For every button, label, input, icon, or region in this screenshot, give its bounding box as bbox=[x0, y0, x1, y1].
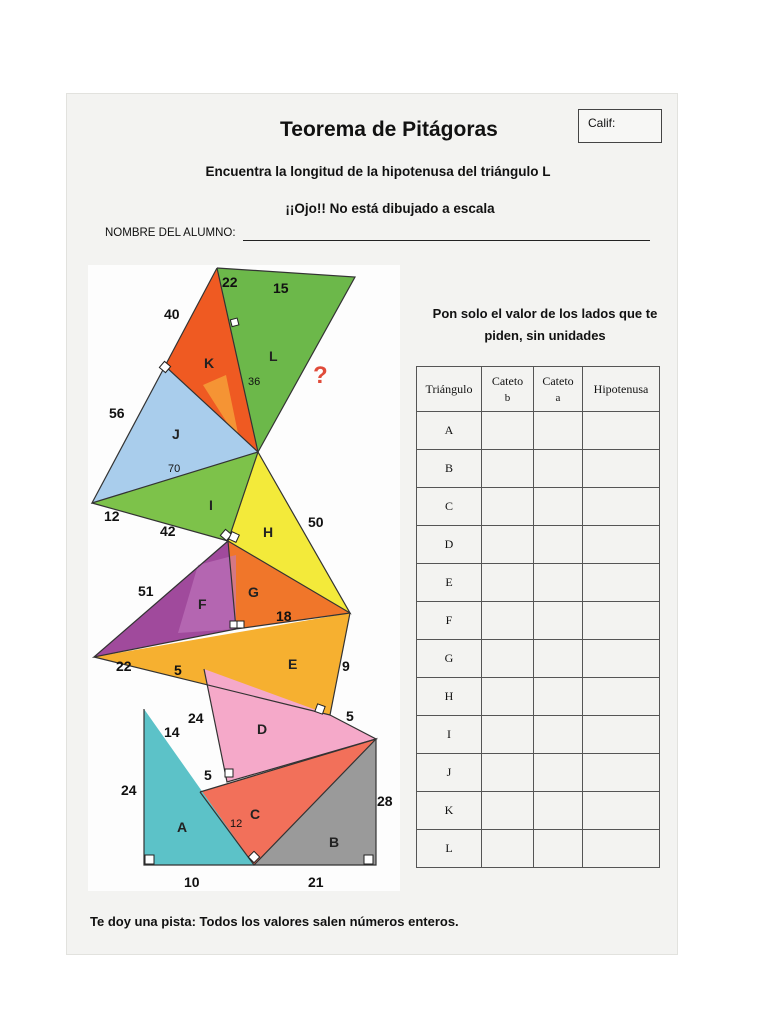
cateto-a-cell[interactable] bbox=[534, 602, 583, 640]
side-B-21: 21 bbox=[308, 874, 324, 890]
side-E-5: 5 bbox=[174, 662, 182, 678]
side-H-50: 50 bbox=[308, 514, 324, 530]
row-triangle-label: E bbox=[417, 564, 482, 602]
triangle-figure bbox=[88, 265, 400, 891]
unknown-hypotenuse-mark: ? bbox=[313, 362, 328, 389]
label-H: H bbox=[263, 524, 274, 540]
table-instruction-line-2: piden, sin unidades bbox=[484, 328, 606, 343]
side-K-40: 40 bbox=[164, 306, 180, 322]
cateto-b-cell[interactable] bbox=[482, 526, 534, 564]
cateto-b-cell[interactable] bbox=[482, 488, 534, 526]
row-triangle-label: H bbox=[417, 678, 482, 716]
cateto-a-cell[interactable] bbox=[534, 488, 583, 526]
grade-box[interactable]: Calif: bbox=[578, 109, 662, 143]
table-row bbox=[417, 754, 660, 792]
hipotenusa-cell[interactable] bbox=[583, 830, 660, 868]
triangles-svg bbox=[88, 265, 400, 891]
cateto-b-cell[interactable] bbox=[482, 564, 534, 602]
label-D: D bbox=[257, 721, 268, 737]
cateto-b-cell[interactable] bbox=[482, 640, 534, 678]
cateto-a-cell[interactable] bbox=[534, 640, 583, 678]
row-triangle-label: C bbox=[417, 488, 482, 526]
table-row bbox=[417, 526, 660, 564]
header-triangulo: Triángulo bbox=[417, 367, 482, 412]
side-E-9: 9 bbox=[342, 658, 350, 674]
table-row bbox=[417, 564, 660, 602]
table-row bbox=[417, 412, 660, 450]
hipotenusa-cell[interactable] bbox=[583, 412, 660, 450]
student-name-field[interactable] bbox=[243, 240, 650, 241]
student-name-label: NOMBRE DEL ALUMNO: bbox=[105, 227, 236, 239]
row-triangle-label: G bbox=[417, 640, 482, 678]
header-cateto-b: Cateto b bbox=[482, 367, 534, 412]
side-C-12: 12 bbox=[230, 818, 243, 830]
side-D-24: 24 bbox=[188, 710, 204, 726]
cateto-a-cell[interactable] bbox=[534, 792, 583, 830]
side-D-5b: 5 bbox=[204, 767, 212, 783]
hipotenusa-cell[interactable] bbox=[583, 564, 660, 602]
side-A-14: 14 bbox=[164, 724, 180, 740]
table-instruction-line-1: Pon solo el valor de los lados que te bbox=[432, 306, 658, 321]
side-L-15: 15 bbox=[273, 280, 289, 296]
label-F: F bbox=[198, 596, 207, 612]
hipotenusa-cell[interactable] bbox=[583, 754, 660, 792]
side-G-18: 18 bbox=[276, 608, 292, 624]
side-A-24: 24 bbox=[121, 782, 137, 798]
hint-text: Te doy una pista: Todos los valores salen números enteros. bbox=[90, 914, 459, 929]
label-I: I bbox=[209, 497, 213, 513]
cateto-a-cell[interactable] bbox=[534, 830, 583, 868]
row-triangle-label: L bbox=[417, 830, 482, 868]
label-C: C bbox=[250, 806, 261, 822]
side-J-12: 12 bbox=[104, 508, 120, 524]
cateto-a-cell[interactable] bbox=[534, 526, 583, 564]
cateto-b-cell[interactable] bbox=[482, 830, 534, 868]
cateto-a-cell[interactable] bbox=[534, 564, 583, 602]
cateto-b-cell[interactable] bbox=[482, 678, 534, 716]
label-E: E bbox=[288, 656, 298, 672]
cateto-b-cell[interactable] bbox=[482, 602, 534, 640]
row-triangle-label: I bbox=[417, 716, 482, 754]
side-J-70: 70 bbox=[168, 463, 181, 475]
hipotenusa-cell[interactable] bbox=[583, 640, 660, 678]
table-instruction bbox=[420, 303, 670, 347]
row-triangle-label: B bbox=[417, 450, 482, 488]
side-I-42: 42 bbox=[160, 523, 176, 539]
table-body bbox=[417, 412, 660, 868]
instruction-main: Encuentra la longitud de la hipotenusa del triángulo L bbox=[205, 164, 551, 179]
answers-table bbox=[416, 366, 660, 868]
table-row bbox=[417, 792, 660, 830]
side-D-5: 5 bbox=[346, 708, 354, 724]
cateto-a-cell[interactable] bbox=[534, 412, 583, 450]
row-triangle-label: K bbox=[417, 792, 482, 830]
side-J-56: 56 bbox=[109, 405, 125, 421]
cateto-a-cell[interactable] bbox=[534, 716, 583, 754]
table-header-row bbox=[417, 367, 660, 412]
side-F-22: 22 bbox=[116, 658, 132, 674]
header-cateto-a: Cateto a bbox=[534, 367, 583, 412]
label-A: A bbox=[177, 819, 188, 835]
header-hipotenusa: Hipotenusa bbox=[583, 367, 660, 412]
label-L: L bbox=[269, 348, 278, 364]
cateto-a-cell[interactable] bbox=[534, 450, 583, 488]
hipotenusa-cell[interactable] bbox=[583, 450, 660, 488]
label-B: B bbox=[329, 834, 340, 850]
cateto-a-cell[interactable] bbox=[534, 678, 583, 716]
hipotenusa-cell[interactable] bbox=[583, 716, 660, 754]
cateto-b-cell[interactable] bbox=[482, 716, 534, 754]
side-K-22: 22 bbox=[222, 274, 238, 290]
row-triangle-label: J bbox=[417, 754, 482, 792]
table-row bbox=[417, 450, 660, 488]
table-row bbox=[417, 678, 660, 716]
side-L-36: 36 bbox=[248, 376, 261, 388]
hipotenusa-cell[interactable] bbox=[583, 526, 660, 564]
cateto-b-cell[interactable] bbox=[482, 412, 534, 450]
side-A-10: 10 bbox=[184, 874, 200, 890]
table-row bbox=[417, 640, 660, 678]
table-row bbox=[417, 488, 660, 526]
row-triangle-label: F bbox=[417, 602, 482, 640]
side-B-28: 28 bbox=[377, 793, 393, 809]
label-G: G bbox=[248, 584, 259, 600]
side-F-51: 51 bbox=[138, 583, 154, 599]
table-row bbox=[417, 830, 660, 868]
cateto-b-cell[interactable] bbox=[482, 754, 534, 792]
row-triangle-label: D bbox=[417, 526, 482, 564]
label-J: J bbox=[172, 426, 180, 442]
cateto-b-cell[interactable] bbox=[482, 792, 534, 830]
hipotenusa-cell[interactable] bbox=[583, 602, 660, 640]
table-row bbox=[417, 602, 660, 640]
hipotenusa-cell[interactable] bbox=[583, 488, 660, 526]
hipotenusa-cell[interactable] bbox=[583, 792, 660, 830]
cateto-b-cell[interactable] bbox=[482, 450, 534, 488]
hipotenusa-cell[interactable] bbox=[583, 678, 660, 716]
label-K: K bbox=[204, 355, 215, 371]
row-triangle-label: A bbox=[417, 412, 482, 450]
table-row bbox=[417, 716, 660, 754]
page-title: Teorema de Pitágoras bbox=[280, 118, 498, 141]
cateto-a-cell[interactable] bbox=[534, 754, 583, 792]
instruction-warning: ¡¡Ojo!! No está dibujado a escala bbox=[285, 201, 495, 216]
